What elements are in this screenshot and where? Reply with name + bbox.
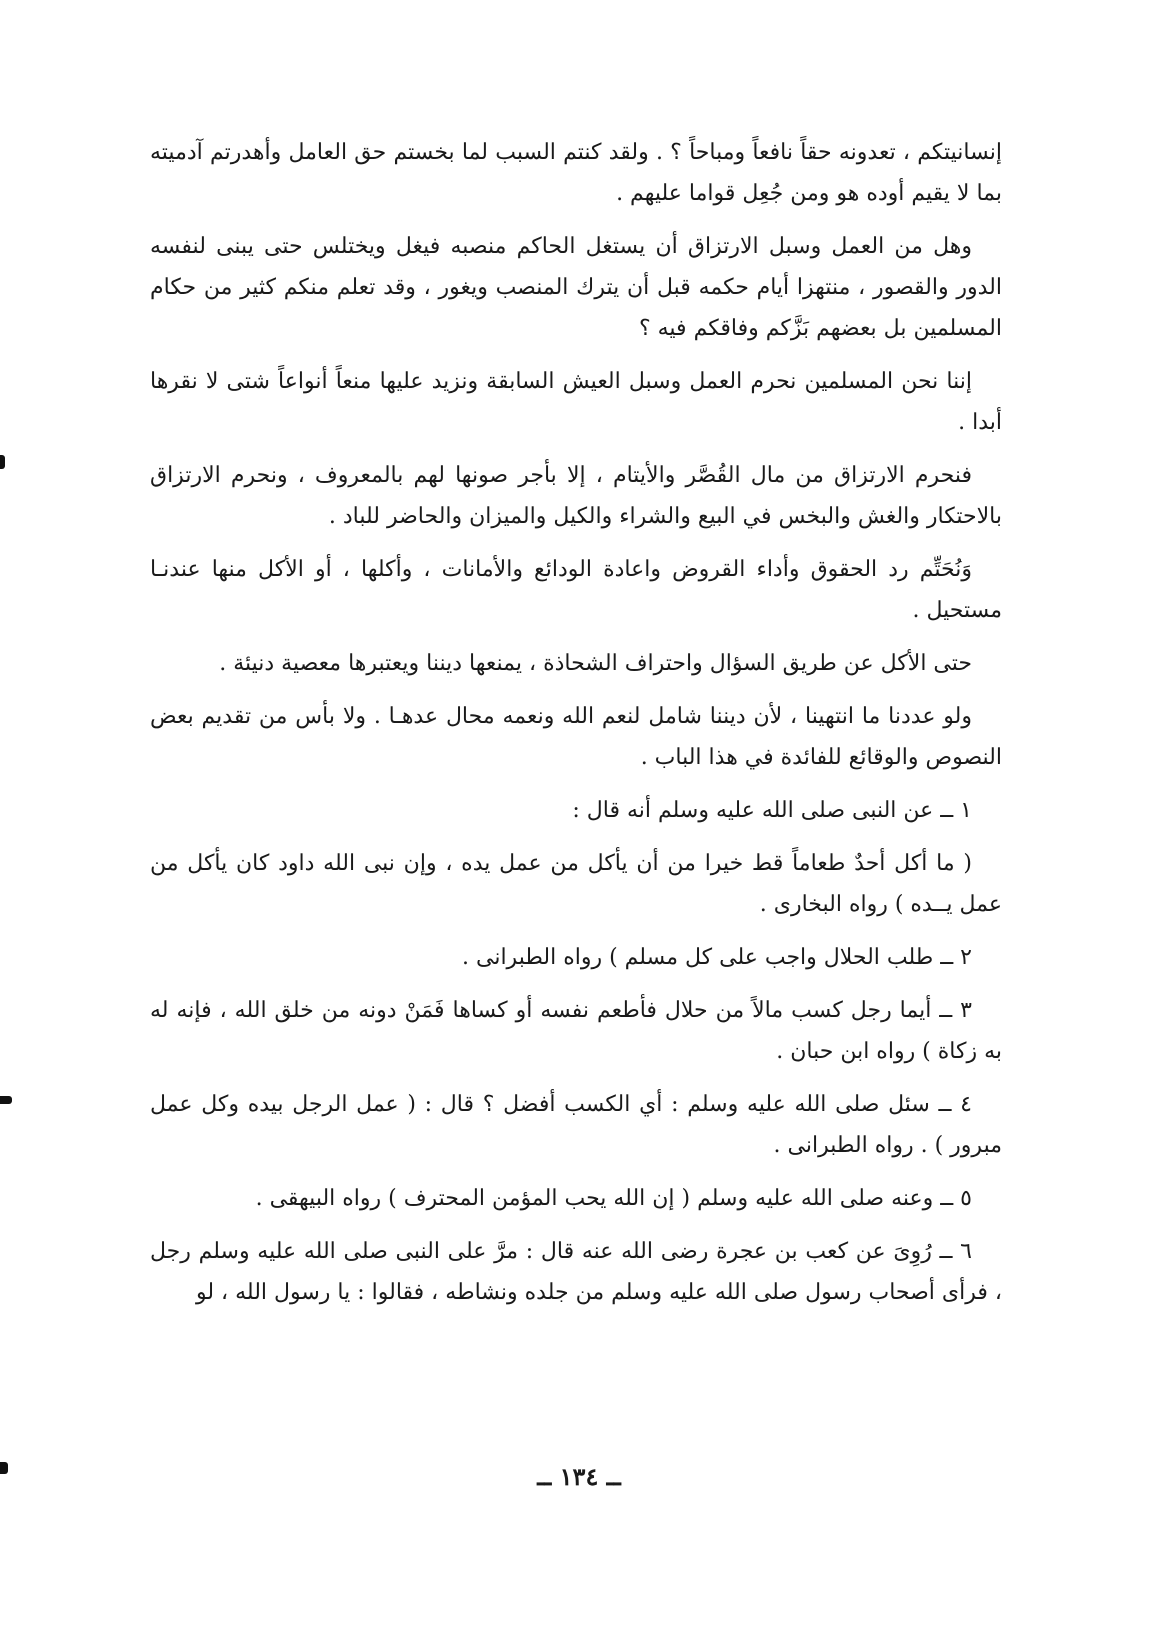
hadith-item-4: ٤ ــ سئل صلى الله عليه وسلم : أي الكسب أفضل ؟ قال : ( عمل الرجل بيده وكل عمل مبرور ) . رواه الطبرانى . bbox=[150, 1092, 1002, 1158]
paragraph-7: ولو عددنا ما انتهينا ، لأن ديننا شامل لنعم الله ونعمه محال عدهـا . ولا بأس من تقديم بعض النصوص والوقائع للفائدة في هذا الباب . bbox=[150, 704, 1002, 770]
scan-edge-mark bbox=[0, 455, 5, 469]
paragraph-4: فنحرم الارتزاق من مال القُصَّر والأيتام ، إلا بأجر صونها لهم بالمعروف ، ونحرم الارتزاق بالاحتكار والغش والبخس في البيع والشراء والكيل والميزان والحاضر للباد . bbox=[150, 463, 1002, 529]
hadith-quote-1: ( ما أكل أحدٌ طعاماً قط خيرا من أن يأكل من عمل يده ، وإن نبى الله داود كان يأكل من عمل يــده ) رواه البخارى . bbox=[150, 851, 1002, 917]
paragraph-1: إنسانيتكم ، تعدونه حقاً نافعاً ومباحاً ؟ . ولقد كنتم السبب لما بخستم حق العامل وأهدرتم آدميته بما لا يقيم أوده هو ومن جُعِل قواما عليهم . bbox=[150, 140, 1002, 206]
hadith-item-3: ٣ ــ أيما رجل كسب مالاً من حلال فأطعم نفسه أو كساها فَمَنْ دونه من خلق الله ، فإنه له به زكاة ) رواه ابن حبان . bbox=[150, 998, 1002, 1064]
paragraph-3: إننا نحن المسلمين نحرم العمل وسبل العيش السابقة ونزيد عليها منعاً أنواعاً شتى لا نقرها أبدا . bbox=[150, 369, 1002, 435]
page-number: ــ ١٣٤ ــ bbox=[537, 1462, 621, 1491]
hadith-item-6: ٦ ــ رُوِىَ عن كعب بن عجرة رضى الله عنه قال : مرَّ على النبى صلى الله عليه وسلم رجل ، فرأى أصحاب رسول صلى الله عليه وسلم من جلده ونشاطه ، فقالوا : يا رسول الله ، لو bbox=[150, 1239, 1002, 1305]
paragraph-5: وَنُحَتِّم رد الحقوق وأداء القروض واعادة الودائع والأمانات ، وأكلها ، أو الأكل منها عندنـا مستحيل . bbox=[150, 557, 1002, 623]
hadith-item-5: ٥ ــ وعنه صلى الله عليه وسلم ( إن الله يحب المؤمن المحترف ) رواه البيهقى . bbox=[255, 1186, 972, 1211]
hadith-item-1: ١ ــ عن النبى صلى الله عليه وسلم أنه قال : bbox=[572, 798, 972, 823]
hadith-item-2: ٢ ــ طلب الحلال واجب على كل مسلم ) رواه الطبرانى . bbox=[462, 945, 972, 970]
scan-edge-mark bbox=[0, 1096, 12, 1104]
paragraph-6: حتى الأكل عن طريق السؤال واحتراف الشحاذة ، يمنعها ديننا ويعتبرها معصية دنيئة . bbox=[219, 651, 972, 676]
paragraph-2: وهل من العمل وسبل الارتزاق أن يستغل الحاكم منصبه فيغل ويختلس حتى يبنى لنفسه الدور والقصور ، منتهزا أيام حكمه قبل أن يترك المنصب ويغور ، وقد تعلم منكم كثير من حكام المسلمين بل بعضهم بَزَّكم وفاقكم فيه ؟ bbox=[150, 234, 1002, 341]
document-page bbox=[150, 132, 1002, 1325]
